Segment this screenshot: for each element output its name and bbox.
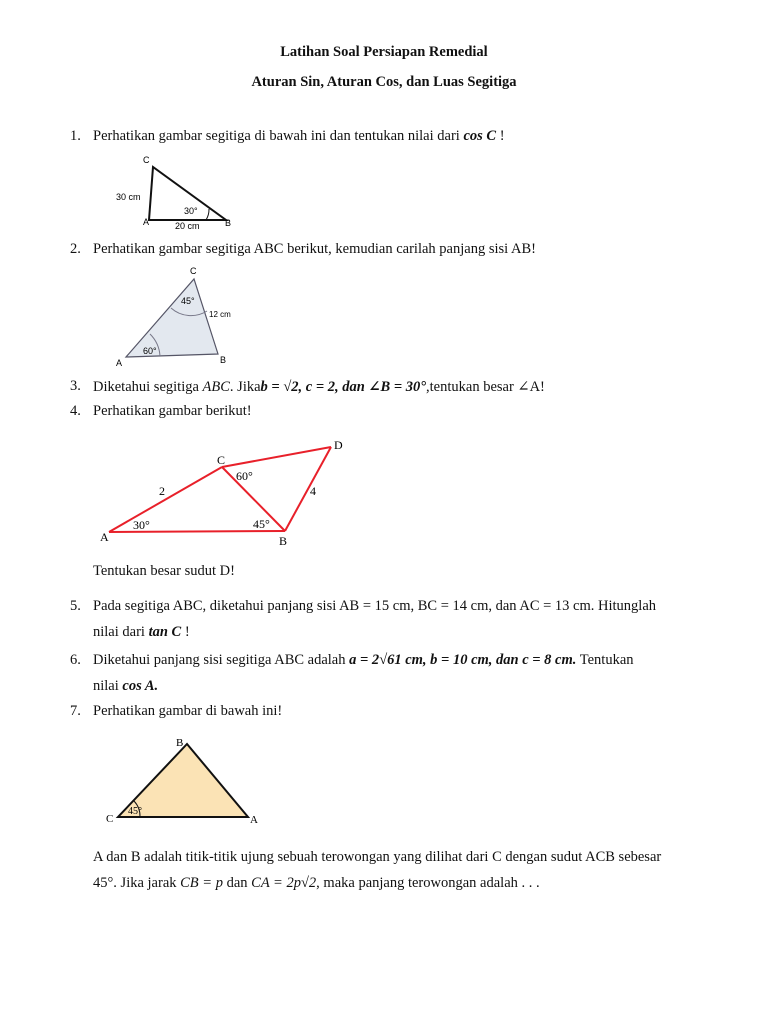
q5-line1: Pada segitiga ABC, diketahui panjang sisi AB = 15 cm, BC = 14 cm, dan AC = 13 cm. Hitunglah [93, 598, 657, 614]
q1-side-ac: 30 cm [116, 192, 141, 202]
q4-vertex-c: C [217, 453, 226, 467]
q4-vertex-d: D [334, 438, 343, 452]
q7-line1: A dan B adalah titik-titik ujung sebuah terowongan yang dilihat dari C dengan sudut ACB sebesar [93, 849, 662, 865]
q2-angle-a: 60° [143, 346, 157, 356]
q7-number: 7. [70, 703, 81, 719]
q1-vertex-b: B [225, 218, 232, 228]
q1-number: 1. [70, 128, 81, 144]
q2-vertex-c: C [190, 266, 197, 276]
q7-angle-c: 45° [128, 806, 142, 817]
q7-vertex-b: B [176, 737, 184, 749]
q1-vertex-c: C [143, 155, 150, 165]
q1-vertex-a: A [143, 217, 150, 227]
doc-title: Latihan Soal Persiapan Remedial [280, 44, 488, 60]
q7-vertex-c: C [106, 813, 114, 825]
q4-text: Perhatikan gambar berikut! [93, 403, 252, 419]
q2-triangle-figure [110, 262, 250, 370]
q3-text: Diketahui segitiga ABC. Jikab = √2, c = 2, dan ∠B = 30°,tentukan besar ∠A! [93, 379, 545, 395]
q5-line2: nilai dari tan C ! [93, 624, 190, 640]
q1-angle-b: 30° [184, 206, 198, 216]
q2-side-bc: 12 cm [209, 310, 231, 319]
q2-vertex-a: A [116, 358, 123, 368]
q4-side-ac: 2 [159, 484, 165, 498]
q1-triangle-figure [110, 153, 240, 233]
q4-angle-c: 60° [236, 469, 253, 483]
q2-vertex-b: B [220, 355, 227, 365]
q1-text: Perhatikan gambar segitiga di bawah ini dan tentukan nilai dari cos C ! [93, 128, 505, 144]
q2-text: Perhatikan gambar segitiga ABC berikut, kemudian carilah panjang sisi AB! [93, 241, 536, 257]
q2-number: 2. [70, 241, 81, 257]
q3-number: 3. [70, 378, 81, 394]
q6-number: 6. [70, 652, 81, 668]
q1-side-ab: 20 cm [175, 221, 200, 231]
q4-side-bd: 4 [310, 484, 316, 498]
q5-number: 5. [70, 598, 81, 614]
q4-angle-b: 45° [253, 517, 270, 531]
q7-line2: 45°. Jika jarak CB = p dan CA = 2p√2, maka panjang terowongan adalah . . . [93, 875, 540, 891]
q7-text: Perhatikan gambar di bawah ini! [93, 703, 283, 719]
q4-follow-text: Tentukan besar sudut D! [93, 563, 235, 579]
doc-subtitle: Aturan Sin, Aturan Cos, dan Luas Segitiga [251, 74, 517, 90]
q4-vertex-a: A [100, 530, 109, 544]
q6-line1: Diketahui panjang sisi segitiga ABC adalah a = 2√61 cm, b = 10 cm, dan c = 8 cm. Tentukan [93, 652, 634, 668]
q7-triangle-figure [100, 734, 270, 829]
q2-angle-c: 45° [181, 296, 195, 306]
q4-number: 4. [70, 403, 81, 419]
q4-angle-a: 30° [133, 518, 150, 532]
q4-quadrilateral-figure [95, 435, 355, 550]
q6-line2: nilai cos A. [93, 678, 159, 694]
q7-vertex-a: A [250, 814, 258, 826]
q4-vertex-b: B [279, 534, 288, 548]
